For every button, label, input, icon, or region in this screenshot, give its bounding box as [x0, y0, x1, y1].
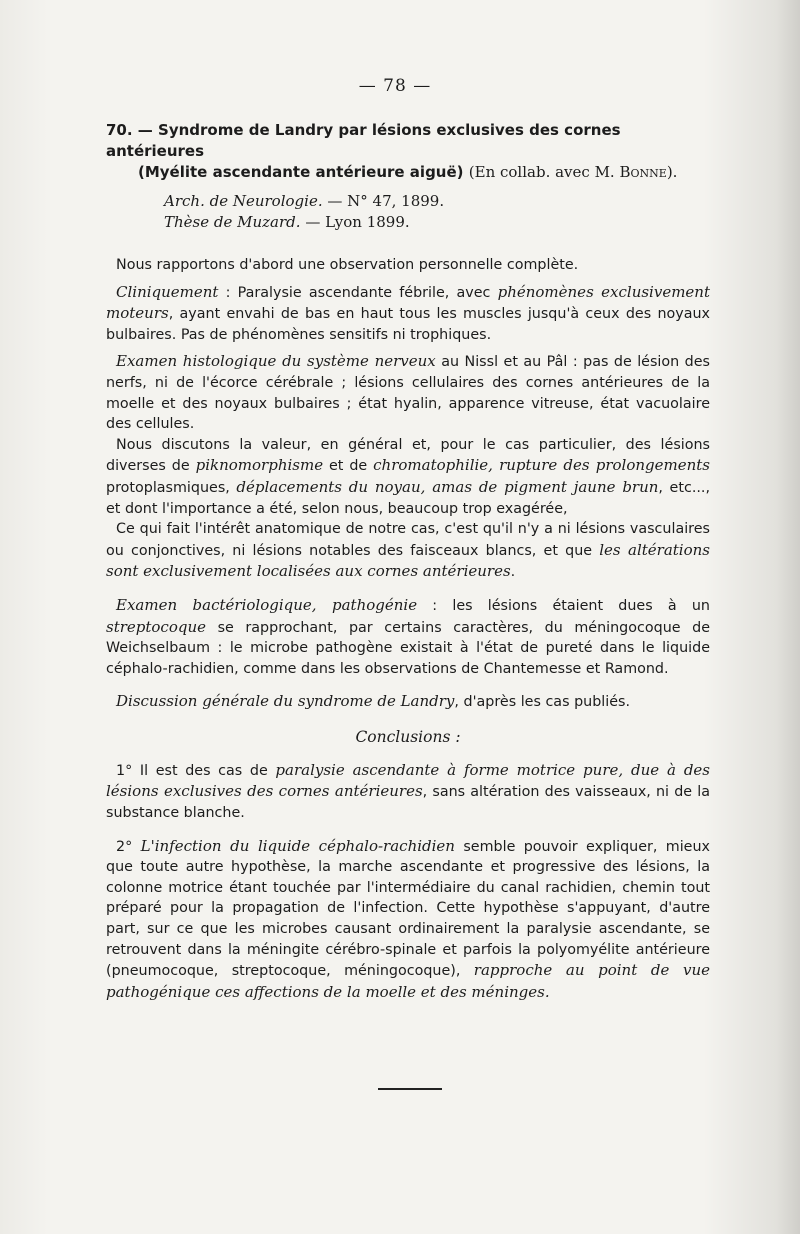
conclusion-2-emphasis-2: rapproche au point de vue pathogénique ces affections de la moelle et des méninges.	[106, 961, 710, 1001]
bacteriology-text-1: : les lésions étaient dues à un	[417, 597, 710, 614]
reference-2-detail: — Lyon 1899.	[300, 213, 410, 231]
collab-name: Bonne	[619, 163, 667, 181]
discussion-text-1: Nous discutons la valeur, en général et, pour le cas particulier, des lésions diverses de	[106, 436, 710, 475]
entry-title-line2-wrap	[106, 162, 710, 183]
clinical-text-2: , ayant envahi de bas en haut tous les muscles jusqu'à ceux des noyaux bulbaires. Pas de phénomènes sensitifs ni trophiques.	[106, 306, 710, 343]
anatomy-text-2: .	[510, 564, 516, 581]
conclusion-1-emphasis: paralysie ascendante à forme motrice pure, due à des lésions exclusives des cornes antérieures	[106, 760, 710, 801]
anatomy-emphasis: les altérations sont exclusivement localisées aux cornes antérieures	[106, 540, 710, 581]
anatomy-text-1: Ce qui fait l'intérêt anatomique de notre cas, c'est qu'il n'y a ni lésions vasculaires ou conjonctives, ni lésions notables des faisceaux blancs, et que	[106, 521, 710, 559]
bacteriology-text-2: se rapprochant, par certains caractères, du méningocoque de Weichselbaum : le microbe pathogène existait à l'état de pureté dans le liquide céphalo-rachidien, comme dans les observations de Chantemesse et Ramond.	[106, 619, 710, 677]
conclusion-2-text: semble pouvoir expliquer, mieux que toute autre hypothèse, la marche ascendante et progressive des lésions, la colonne motrice étant touchée par l'intermédiaire du canal rachidien, chemin tout préparé pour la propagation de l'infection. Cette hypothèse s'appuyant, d'autre part, sur ce que les microbes causant ordinairement la paralysie ascendante, se retrouvent dans la méningite cérébro-spinale et parfois la polyomyélite antérieure (pneumocoque, streptocoque, méningocoque),	[106, 838, 711, 980]
end-rule	[378, 1088, 442, 1090]
entry-heading	[106, 120, 710, 183]
conclusion-1-lead: 1° Il est des cas de	[116, 762, 276, 779]
paragraph-observation-text: Nous rapportons d'abord une observation personnelle complète.	[116, 257, 579, 273]
discussion-term-2: chromatophilie, rupture des prolongements	[373, 456, 710, 475]
paragraph-discussion	[106, 435, 710, 519]
conclusion-1	[106, 760, 710, 824]
clinical-heading: Cliniquement	[116, 282, 219, 301]
discussion-term-1: piknomorphisme	[195, 456, 324, 475]
conclusion-2-lead: 2°	[116, 838, 141, 855]
reference-2-source: Thèse de Muzard.	[164, 213, 301, 231]
paragraph-histology	[106, 351, 710, 434]
paragraph-general-discussion	[106, 691, 710, 713]
paragraph-clinical	[106, 282, 710, 346]
bacteriology-term: streptocoque	[106, 617, 207, 636]
article-body	[106, 120, 710, 1003]
clinical-text-1: : Paralysie ascendante fébrile, avec	[218, 284, 498, 301]
clinical-emphasis: phénomènes exclusivement moteurs	[106, 282, 710, 323]
references	[106, 191, 710, 233]
histology-heading: Examen histologique du système nerveux	[116, 352, 436, 371]
reference-2	[164, 212, 710, 233]
reference-1-source: Arch. de Neurologie.	[164, 192, 323, 210]
conclusion-2	[106, 836, 710, 1004]
bacteriology-heading: Examen bactériologique, pathogénie	[116, 595, 418, 614]
paragraph-anatomy	[106, 519, 710, 583]
general-discussion-text: , d'après les cas publiés.	[454, 694, 631, 711]
reference-1-detail: — N° 47, 1899.	[322, 192, 445, 210]
page-number: — 78 —	[358, 76, 432, 96]
entry-number: 70. —	[106, 121, 153, 139]
general-discussion-heading: Discussion générale du syndrome de Landry	[116, 692, 455, 711]
reference-1	[164, 191, 710, 212]
conclusion-2-emphasis-1: L'infection du liquide céphalo-rachidien	[140, 836, 455, 855]
paragraph-bacteriology	[106, 595, 710, 679]
discussion-text-3: protoplasmiques,	[106, 479, 237, 496]
discussion-text-2: et de	[323, 458, 374, 475]
collaboration-note	[469, 163, 678, 181]
conclusion-1-text: , sans altération des vaisseaux, ni de la substance blanche.	[106, 784, 710, 822]
entry-title-line2: (Myélite ascendante antérieure aiguë)	[138, 163, 464, 181]
conclusions-title: Conclusions :	[355, 727, 461, 746]
histology-text: au Nissl et au Pâl : pas de lésion des nerfs, ni de l'écorce cérébrale ; lésions cellulaires des cornes antérieures de la moelle et des noyaux bulbaires ; état hyalin, apparence vitreuse, état vacuolaire des cellules.	[106, 354, 710, 433]
collab-suffix: ).	[666, 163, 678, 181]
discussion-term-3: déplacements du noyau, amas de pigment jaune brun	[236, 477, 659, 496]
entry-title-line1: Syndrome de Landry par lésions exclusives des cornes antérieures	[106, 121, 621, 160]
paragraph-observation	[106, 255, 710, 276]
discussion-text-4: , etc..., et dont l'importance a été, selon nous, beaucoup trop exagérée,	[106, 479, 710, 517]
collab-prefix: (En collab. avec M.	[468, 163, 615, 181]
